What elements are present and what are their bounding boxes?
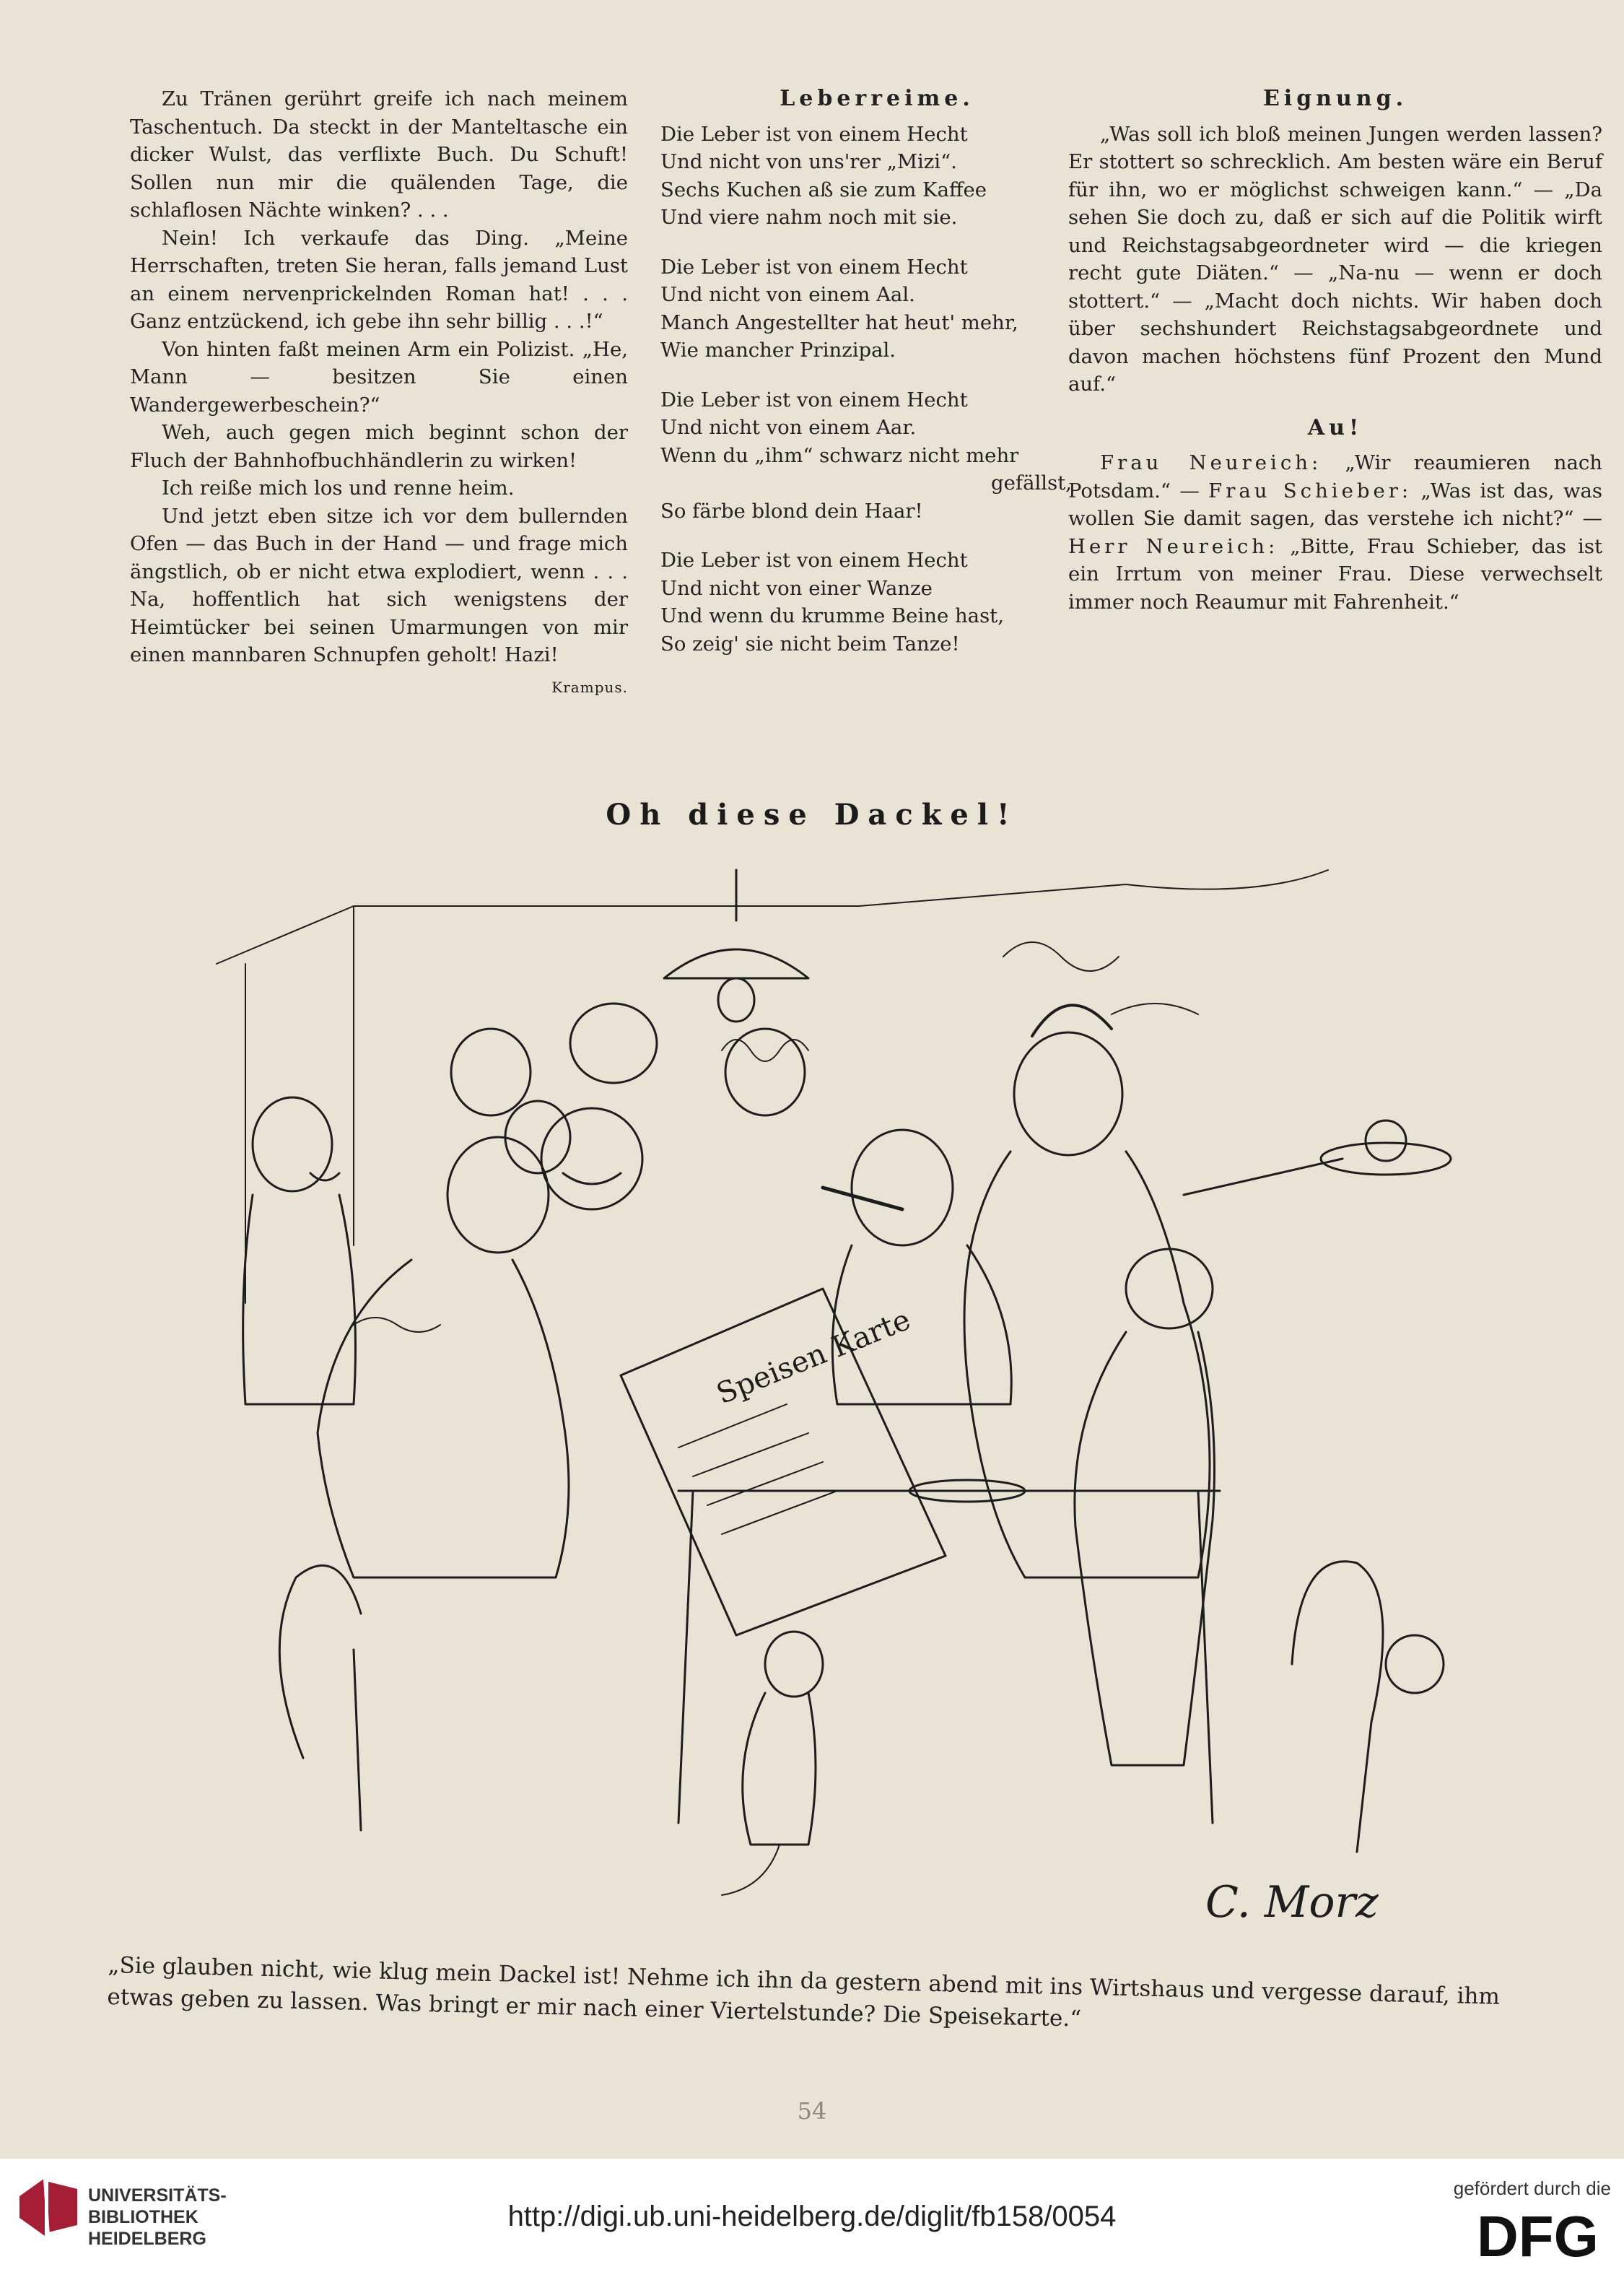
column-2-poem [660,85,1093,679]
cartoon-caption: „Sie glauben nicht, wie klug mein Dackel ist! Nehme ich ihn da gestern abend mit ins Wirtshaus und vergesse darauf, ihm etwas geben zu lassen. Was bringt er mir nach einer Viertelstunde? Die Speisekarte.“ [107,1951,1501,2032]
cartoon-title: Oh diese Dackel! [606,798,1018,832]
library-name-line: HEIDELBERG [88,2229,206,2249]
dfg-logo-text: DFG [1477,2206,1599,2263]
section-heading: Eignung. [1262,86,1408,111]
verse-line: Die Leber ist von einem Hecht [660,549,968,572]
column-1-text [130,85,628,701]
verse-line: Wenn du „ihm“ schwarz nicht mehr [660,443,1019,467]
footer-bar [0,2159,1624,2285]
paragraph: Weh, auch gegen mich beginnt schon der Fluch der Bahnhofbuchhändlerin zu wirken! [130,421,628,472]
stanza [660,547,1093,658]
dfg-logo-icon [1477,2206,1599,2263]
verse-line: Die Leber ist von einem Hecht [660,122,968,146]
library-name-line: UNIVERSITÄTS- [88,2185,227,2206]
page-number: 54 [797,2097,827,2125]
stanza [660,253,1093,365]
verse-line: Und nicht von einer Wanze [660,576,933,600]
verse-line: So zeig' sie nicht beim Tanze! [660,632,960,656]
dialogue-line: „Bitte, Frau Schieber, das ist ein Irrtum von meiner Frau. Diese verwechselt immer noch Reaumur mit Fahrenheit.“ [1068,534,1602,614]
paragraph: Von hinten faßt meinen Arm ein Polizist. „He, Mann — besitzen Sie einen Wandergewerbeschein?“ [130,337,628,417]
poem-heading: Leberreime. [780,86,974,111]
stanza [660,121,1093,232]
dialogue-line: „Was ist das, was wollen Sie damit sagen, das verstehe ich nicht?“ — [1068,479,1602,530]
column-3-text [1068,85,1602,616]
stanza [660,386,1093,526]
verse-line: Manch Angestellter hat heut' mehr, [660,310,1018,334]
paragraph: Nein! Ich verkaufe das Ding. „Meine Herrschaften, treten Sie heran, falls jemand Lust an einem nervenprickelnden Roman hat! . . . Ganz entzückend, ich gebe ihn sehr billig . . .!“ [130,226,628,333]
paragraph: Ich reiße mich los und renne heim. [162,476,515,500]
paragraph-text: Und jetzt eben sitze ich vor dem bullernden Ofen — das Buch in der Hand — und frage mich ängstlich, ob er nicht etwa explodiert, wenn . . . Na, hoffentlich hat sich wenigstens der Heimtücker bei seinen Umarmungen von mir einen mannbaren Schnupfen geholt! Hazi! [130,504,628,666]
cartoon-illustration [173,856,1501,1960]
paragraph: „Was soll ich bloß meinen Jungen werden lassen? Er stottert so schrecklich. Am besten wäre ein Beruf für ihn, wo er möglichst schweigen kann.“ — „Da sehen Sie doch zu, daß er sich auf die Politik wirft und Reichstagsabgeordneter wird — die kriegen recht gute Diäten.“ — „Na-nu — wenn er doch stottert.“ — „Macht doch nichts. Wir haben doch über sechshundert Reichstagsabgeordnete und davon machen höchstens fünf Prozent den Mund auf.“ [1068,122,1602,396]
verse-line: Sechs Kuchen aß sie zum Kaffee [660,178,987,201]
speaker-name: Herr Neureich: [1068,534,1279,558]
speaker-name: Frau Schieber: [1208,479,1413,502]
speaker-name: Frau Neureich: [1100,451,1322,474]
author-signature: Krampus. [551,678,628,696]
paragraph: Zu Tränen gerührt greife ich nach meinem Taschentuch. Da steckt in der Manteltasche ein dicker Wulst, das verflixte Buch. Du Schuft! Sollen nun mir die quälenden Tage, die schlaflosen Nächte winken? . . . [130,87,628,222]
verse-line: Und viere nahm noch mit sie. [660,206,958,229]
funded-by-label: gefördert durch die [1453,2177,1611,2199]
section-heading: Au! [1307,414,1363,440]
verse-line: Die Leber ist von einem Hecht [660,388,968,412]
verse-line: Die Leber ist von einem Hecht [660,255,968,279]
dialogue-line: „Wir reaumieren nach Potsdam.“ — [1068,451,1602,502]
verse-line: Und nicht von einem Aar. [660,416,917,439]
verse-line: Wie mancher Prinzipal. [660,339,896,362]
dialogue-paragraph [1068,449,1602,616]
verse-line: Und nicht von uns'rer „Mizi“. [660,150,957,173]
verse-line: So färbe blond dein Haar! [660,499,923,523]
artist-signature: C. Morz [1205,1877,1379,1928]
verse-line: Und wenn du krumme Beine hast, [660,604,1004,627]
verse-line: gefällst, [991,471,1072,495]
menu-card-text: Speisen Karte [712,1302,915,1411]
source-url[interactable]: http://digi.ub.uni-heidelberg.de/diglit/fb158/0054 [507,2201,1117,2232]
verse-line: Und nicht von einem Aal. [660,283,915,306]
paragraph [130,502,628,696]
library-name-line: BIBLIOTHEK [88,2207,198,2227]
